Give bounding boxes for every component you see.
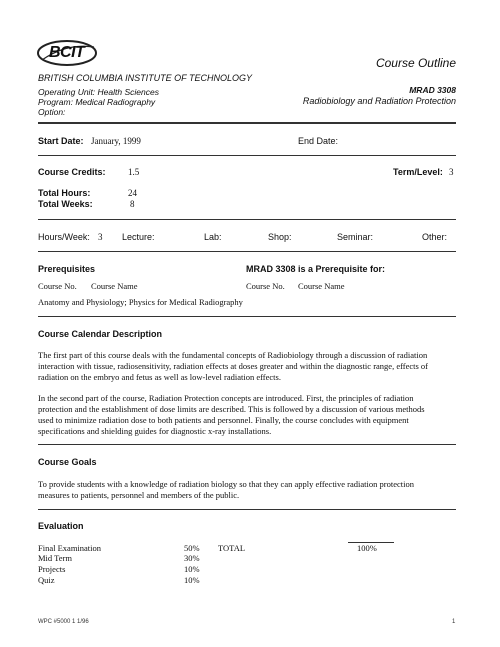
credits-value: 1.5 xyxy=(128,167,140,177)
total-underline xyxy=(348,542,394,543)
eval-item-pct: 10% xyxy=(184,575,200,585)
term-label: Term/Level: xyxy=(393,167,443,177)
operating-unit: Operating Unit: Health Sciences xyxy=(38,87,159,97)
institute-name: BRITISH COLUMBIA INSTITUTE OF TECHNOLOGY xyxy=(38,73,253,83)
calendar-para2-line: specifications and shielding guides for diagnostic x-ray installations. xyxy=(38,426,272,436)
total-hours-value: 24 xyxy=(128,188,137,198)
eval-item-pct: 10% xyxy=(184,564,200,574)
lab-label: Lab: xyxy=(204,232,222,242)
prereq-entry: Anatomy and Physiology; Physics for Medical Radiography xyxy=(38,297,243,307)
prereq-col-no: Course No. xyxy=(38,281,77,291)
credits-label: Course Credits: xyxy=(38,167,106,177)
eval-total-value: 100% xyxy=(357,543,377,553)
calendar-para2-line: protection and the establishment of dose limits are described. This is followed by a discussion of various methods xyxy=(38,404,425,414)
total-weeks-label: Total Weeks: xyxy=(38,199,93,209)
hours-week-value: 3 xyxy=(98,232,103,242)
hours-week-label: Hours/Week: xyxy=(38,232,90,242)
eval-item-name: Mid Term xyxy=(38,553,72,563)
divider xyxy=(38,219,456,220)
divider xyxy=(38,122,456,124)
calendar-title: Course Calendar Description xyxy=(38,329,163,339)
eval-item-name: Projects xyxy=(38,564,66,574)
course-code: MRAD 3308 xyxy=(409,85,456,95)
shop-label: Shop: xyxy=(268,232,292,242)
course-title: Radiobiology and Radiation Protection xyxy=(302,96,456,106)
goals-line: measures to patients, personnel and members of the public. xyxy=(38,490,240,500)
prereq-col-name: Course Name xyxy=(91,281,138,291)
program: Program: Medical Radiography xyxy=(38,97,156,107)
divider xyxy=(38,509,456,510)
start-date-label: Start Date: xyxy=(38,136,84,146)
doc-type: Course Outline xyxy=(375,56,456,70)
bcit-logo: BCIT xyxy=(36,38,98,68)
calendar-para1-line: interaction with tissue, radiosensitivity, radiation effects at doses greater and within the diagnostic range, effects of xyxy=(38,361,429,371)
prereq-title: Prerequisites xyxy=(38,264,96,274)
calendar-para2-line: In the second part of the course, Radiation Protection concepts are introduced. First, the principles of radiation xyxy=(38,393,414,403)
divider xyxy=(38,316,456,317)
page-number: 1 xyxy=(452,619,456,625)
seminar-label: Seminar: xyxy=(337,232,374,242)
start-date-value: January, 1999 xyxy=(91,136,141,146)
eval-total-label: TOTAL xyxy=(218,543,246,553)
divider xyxy=(38,155,456,156)
end-date-label: End Date: xyxy=(298,136,339,146)
eval-item-pct: 30% xyxy=(184,553,200,563)
total-hours-label: Total Hours: xyxy=(38,188,91,198)
other-label: Other: xyxy=(422,232,448,242)
calendar-para1-line: The first part of this course deals with the fundamental concepts of Radiobiology through a discussion of radiation xyxy=(38,350,428,360)
is-prereq-title: MRAD 3308 is a Prerequisite for: xyxy=(246,264,386,274)
calendar-para1-line: radiation on the embryo and fetus as well as low-level radiation effects. xyxy=(38,372,281,382)
is-prereq-col-name: Course Name xyxy=(298,281,345,291)
eval-item-name: Quiz xyxy=(38,575,55,585)
goals-title: Course Goals xyxy=(38,457,97,467)
option: Option: xyxy=(38,107,66,117)
term-value: 3 xyxy=(449,167,454,177)
eval-item-pct: 50% xyxy=(184,543,200,553)
divider xyxy=(38,251,456,252)
form-code: WPC #5000 1 1/96 xyxy=(38,619,89,625)
evaluation-title: Evaluation xyxy=(38,521,84,531)
is-prereq-col-no: Course No. xyxy=(246,281,285,291)
divider xyxy=(38,444,456,445)
total-weeks-value: 8 xyxy=(130,199,135,209)
goals-line: To provide students with a knowledge of radiation biology so that they can apply effective radiation protection xyxy=(38,479,414,489)
eval-item-name: Final Examination xyxy=(38,543,102,553)
lecture-label: Lecture: xyxy=(122,232,155,242)
calendar-para2-line: used to minimize radiation dose to both patients and personnel. Finally, the course concludes with equipment xyxy=(38,415,409,425)
